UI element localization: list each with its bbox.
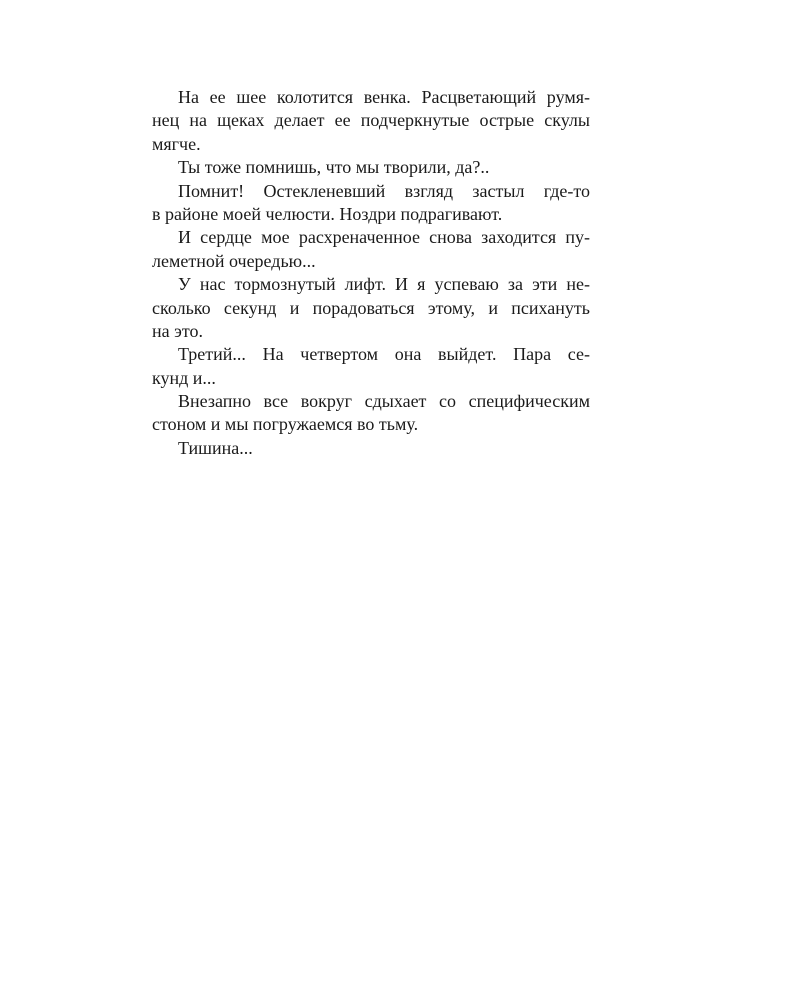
paragraph-6-line-2: кунд и... [152,367,216,388]
paragraph-3-line-1: Помнит! Остекленевший взгляд застыл где-то [178,180,590,201]
paragraph-4-line-1: И сердце мое расхреначенное снова заходится пу- [178,227,590,248]
paragraph-5-line-3: на это. [152,320,203,341]
paragraph-8-line-1: Тишина... [178,437,253,458]
paragraph-4-line-2: леметной очередью... [152,250,316,271]
paragraph-5-line-1: У нас тормознутый лифт. И я успеваю за эти не- [178,274,590,295]
paragraph-6-line-1: Третий... На четвертом она выйдет. Пара се- [178,344,590,365]
paragraph-7-line-1: Внезапно все вокруг сдыхает со специфическим [178,391,590,412]
paragraph-3-line-2: в районе моей челюсти. Ноздри подрагивают. [152,203,503,224]
paragraph-1-line-1: На ее шее колотится венка. Расцветающий румя- [178,87,590,107]
paragraph-2-line-1: Ты тоже помнишь, что мы творили, да?.. [178,157,490,178]
paragraph-5-line-2: сколько секунд и порадоваться этому, и психануть [152,297,590,318]
body-text [152,86,590,460]
paragraph-1-line-2: нец на щеках делает ее подчеркнутые острые скулы [152,110,590,131]
paragraph-1-line-3: мягче. [152,133,201,154]
paragraph-7-line-2: стоном и мы погружаемся во тьму. [152,414,419,435]
